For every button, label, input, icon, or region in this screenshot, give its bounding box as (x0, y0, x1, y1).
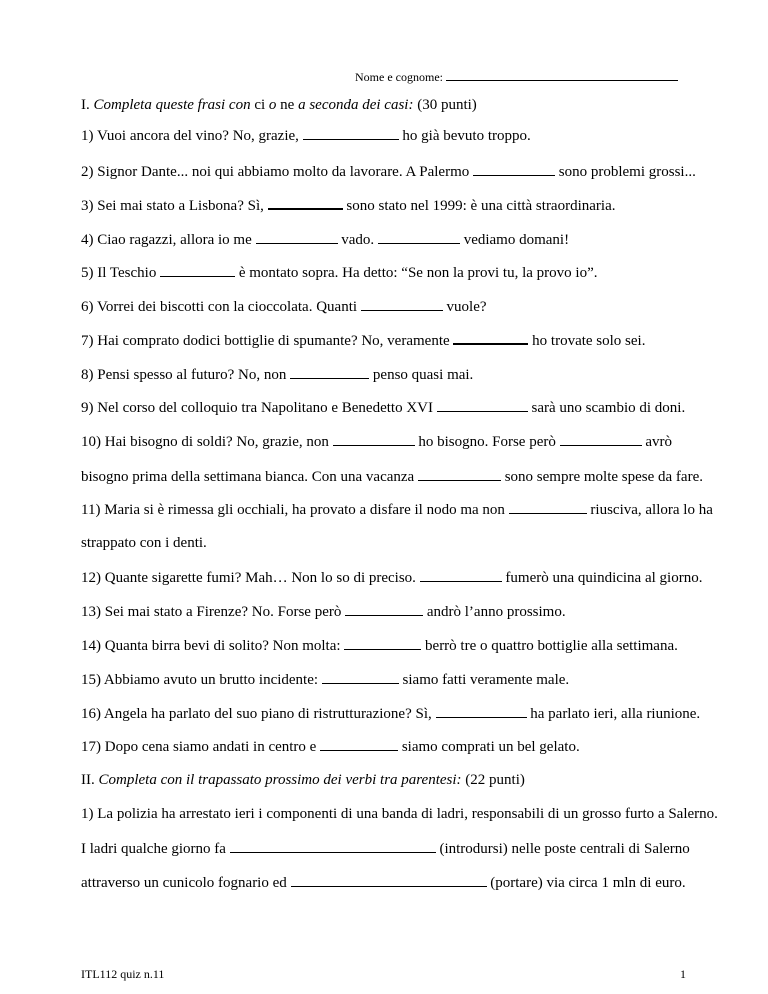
answer-blank[interactable] (230, 839, 436, 853)
question-10: 10) Hai bisogno di soldi? No, grazie, non ho bisogno. Forse però avrò (81, 434, 673, 450)
section-2-heading: II. Completa con il trapassato prossimo dei verbi tra parentesi: (22 punti) (81, 772, 525, 788)
question-11-continued: strappato con i denti. (81, 535, 207, 551)
question-8: 8) Pensi spesso al futuro? No, non penso quasi mai. (81, 367, 474, 383)
question-2: 2) Signor Dante... noi qui abbiamo molto da lavorare. A Palermo sono problemi grossi... (81, 164, 696, 180)
question-17: 17) Dopo cena siamo andati in centro e siamo comprati un bel gelato. (81, 739, 580, 755)
question-6: 6) Vorrei dei biscotti con la cioccolata. Quanti vuole? (81, 299, 487, 315)
page-number: 1 (680, 967, 686, 981)
question-9: 9) Nel corso del colloquio tra Napolitano e Benedetto XVI sarà uno scambio di doni. (81, 400, 686, 416)
section-2-question-1-line-2: I ladri qualche giorno fa (introdursi) nelle poste centrali di Salerno (81, 841, 690, 857)
answer-blank[interactable] (418, 467, 501, 481)
name-field[interactable] (446, 67, 678, 81)
answer-blank[interactable] (453, 330, 528, 345)
question-14: 14) Quanta birra bevi di solito? Non molta: berrò tre o quattro bottiglie alla settimana. (81, 638, 678, 654)
question-13: 13) Sei mai stato a Firenze? No. Forse però andrò l’anno prossimo. (81, 604, 566, 620)
footer-course: ITL112 quiz n.11 (81, 967, 165, 981)
answer-blank[interactable] (290, 365, 369, 379)
section-2-question-1: 1) La polizia ha arrestato ieri i componenti di una banda di ladri, responsabili di un grosso furto a Salerno. (81, 806, 718, 822)
answer-blank[interactable] (345, 602, 423, 616)
answer-blank[interactable] (361, 297, 443, 311)
answer-blank[interactable] (291, 873, 487, 887)
question-12: 12) Quante sigarette fumi? Mah… Non lo so di preciso. fumerò una quindicina al giorno. (81, 570, 703, 586)
question-7: 7) Hai comprato dodici bottiglie di spumante? No, veramente ho trovate solo sei. (81, 330, 645, 350)
answer-blank[interactable] (560, 432, 642, 446)
question-3: 3) Sei mai stato a Lisbona? Sì, sono stato nel 1999: è una città straordinaria. (81, 195, 615, 215)
section-2-question-1-line-3: attraverso un cunicolo fognario ed (portare) via circa 1 mln di euro. (81, 875, 686, 891)
answer-blank[interactable] (256, 230, 338, 244)
answer-blank[interactable] (437, 398, 528, 412)
answer-blank[interactable] (160, 263, 235, 277)
question-15: 15) Abbiamo avuto un brutto incidente: siamo fatti veramente male. (81, 672, 570, 688)
answer-blank[interactable] (333, 432, 415, 446)
section-1-heading: I. Completa queste frasi con ci o ne a seconda dei casi: (30 punti) (81, 97, 477, 113)
answer-blank[interactable] (420, 568, 502, 582)
answer-blank[interactable] (268, 195, 343, 210)
answer-blank[interactable] (378, 230, 460, 244)
answer-blank[interactable] (436, 704, 527, 718)
question-4: 4) Ciao ragazzi, allora io me vado. vediamo domani! (81, 232, 570, 248)
answer-blank[interactable] (320, 737, 398, 751)
answer-blank[interactable] (473, 162, 555, 176)
name-header (355, 67, 678, 86)
question-10-continued: bisogno prima della settimana bianca. Con una vacanza sono sempre molte spese da fare. (81, 469, 703, 485)
question-16: 16) Angela ha parlato del suo piano di ristrutturazione? Sì, ha parlato ieri, alla riunione. (81, 706, 701, 722)
answer-blank[interactable] (303, 126, 399, 140)
question-5: 5) Il Teschio è montato sopra. Ha detto: “Se non la provi tu, la provo io”. (81, 265, 598, 281)
question-1: 1) Vuoi ancora del vino? No, grazie, ho già bevuto troppo. (81, 128, 531, 144)
answer-blank[interactable] (344, 636, 421, 650)
answer-blank[interactable] (509, 500, 587, 514)
answer-blank[interactable] (322, 670, 399, 684)
name-label: Nome e cognome: (355, 70, 443, 84)
question-11: 11) Maria si è rimessa gli occhiali, ha provato a disfare il nodo ma non riusciva, allora lo ha (81, 502, 713, 518)
